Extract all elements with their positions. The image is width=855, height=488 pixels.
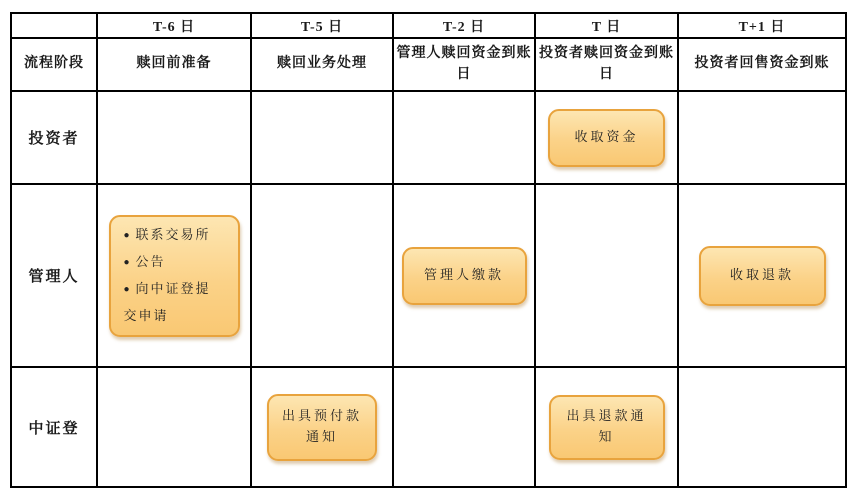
empty-cell xyxy=(393,367,535,487)
lane-label-csdc: 中证登 xyxy=(11,367,97,487)
empty-cell xyxy=(393,91,535,184)
empty-cell xyxy=(535,184,678,367)
manager-payment-box: 管理人缴款 xyxy=(402,247,527,305)
empty-cell xyxy=(251,91,393,184)
process-table xyxy=(10,12,847,488)
day-header-t: T 日 xyxy=(535,13,678,38)
stage-cell-t5: 赎回业务处理 xyxy=(251,38,393,91)
cell-manager-t2 xyxy=(393,184,535,367)
receive-funds-box: 收取资金 xyxy=(548,109,665,167)
empty-cell xyxy=(97,367,251,487)
cell-manager-t1plus xyxy=(678,184,846,367)
day-header-t1plus: T+1 日 xyxy=(678,13,846,38)
corner-cell xyxy=(11,13,97,38)
stage-cell-t: 投资者赎回资金到账日 xyxy=(535,38,678,91)
refund-notice-box: 出具退款通知 xyxy=(549,395,665,460)
empty-cell xyxy=(97,91,251,184)
cell-csdc-t5 xyxy=(251,367,393,487)
bullet-dot-icon: ● xyxy=(123,257,130,268)
prepayment-notice-box: 出具预付款通知 xyxy=(267,394,377,461)
bullet-dot-icon: ● xyxy=(123,284,130,295)
lane-label-manager: 管理人 xyxy=(11,184,97,367)
cell-csdc-t xyxy=(535,367,678,487)
empty-cell xyxy=(678,91,846,184)
cell-investor-t xyxy=(535,91,678,184)
empty-cell xyxy=(251,184,393,367)
receive-refund-box: 收取退款 xyxy=(699,246,826,306)
manager-lane xyxy=(11,184,846,367)
lane-label-investor: 投资者 xyxy=(11,91,97,184)
stage-cell-t1plus: 投资者回售资金到账 xyxy=(678,38,846,91)
day-header-row xyxy=(11,13,846,38)
bullet-dot-icon: ● xyxy=(123,230,130,241)
bullet-item: ● 联系交易所 xyxy=(123,227,211,242)
cell-manager-t6 xyxy=(97,184,251,367)
bullet-item: ● 向中证登提交申请 xyxy=(123,281,211,323)
stage-row xyxy=(11,38,846,91)
stage-cell-t2: 管理人赎回资金到账日 xyxy=(393,38,535,91)
prepare-tasks-box xyxy=(109,215,240,337)
day-header-t6: T-6 日 xyxy=(97,13,251,38)
stage-cell-t6: 赎回前准备 xyxy=(97,38,251,91)
day-header-t2: T-2 日 xyxy=(393,13,535,38)
bullet-item: ● 公告 xyxy=(123,254,166,269)
stage-row-label: 流程阶段 xyxy=(11,38,97,91)
day-header-t5: T-5 日 xyxy=(251,13,393,38)
investor-lane xyxy=(11,91,846,184)
csdc-lane xyxy=(11,367,846,487)
empty-cell xyxy=(678,367,846,487)
